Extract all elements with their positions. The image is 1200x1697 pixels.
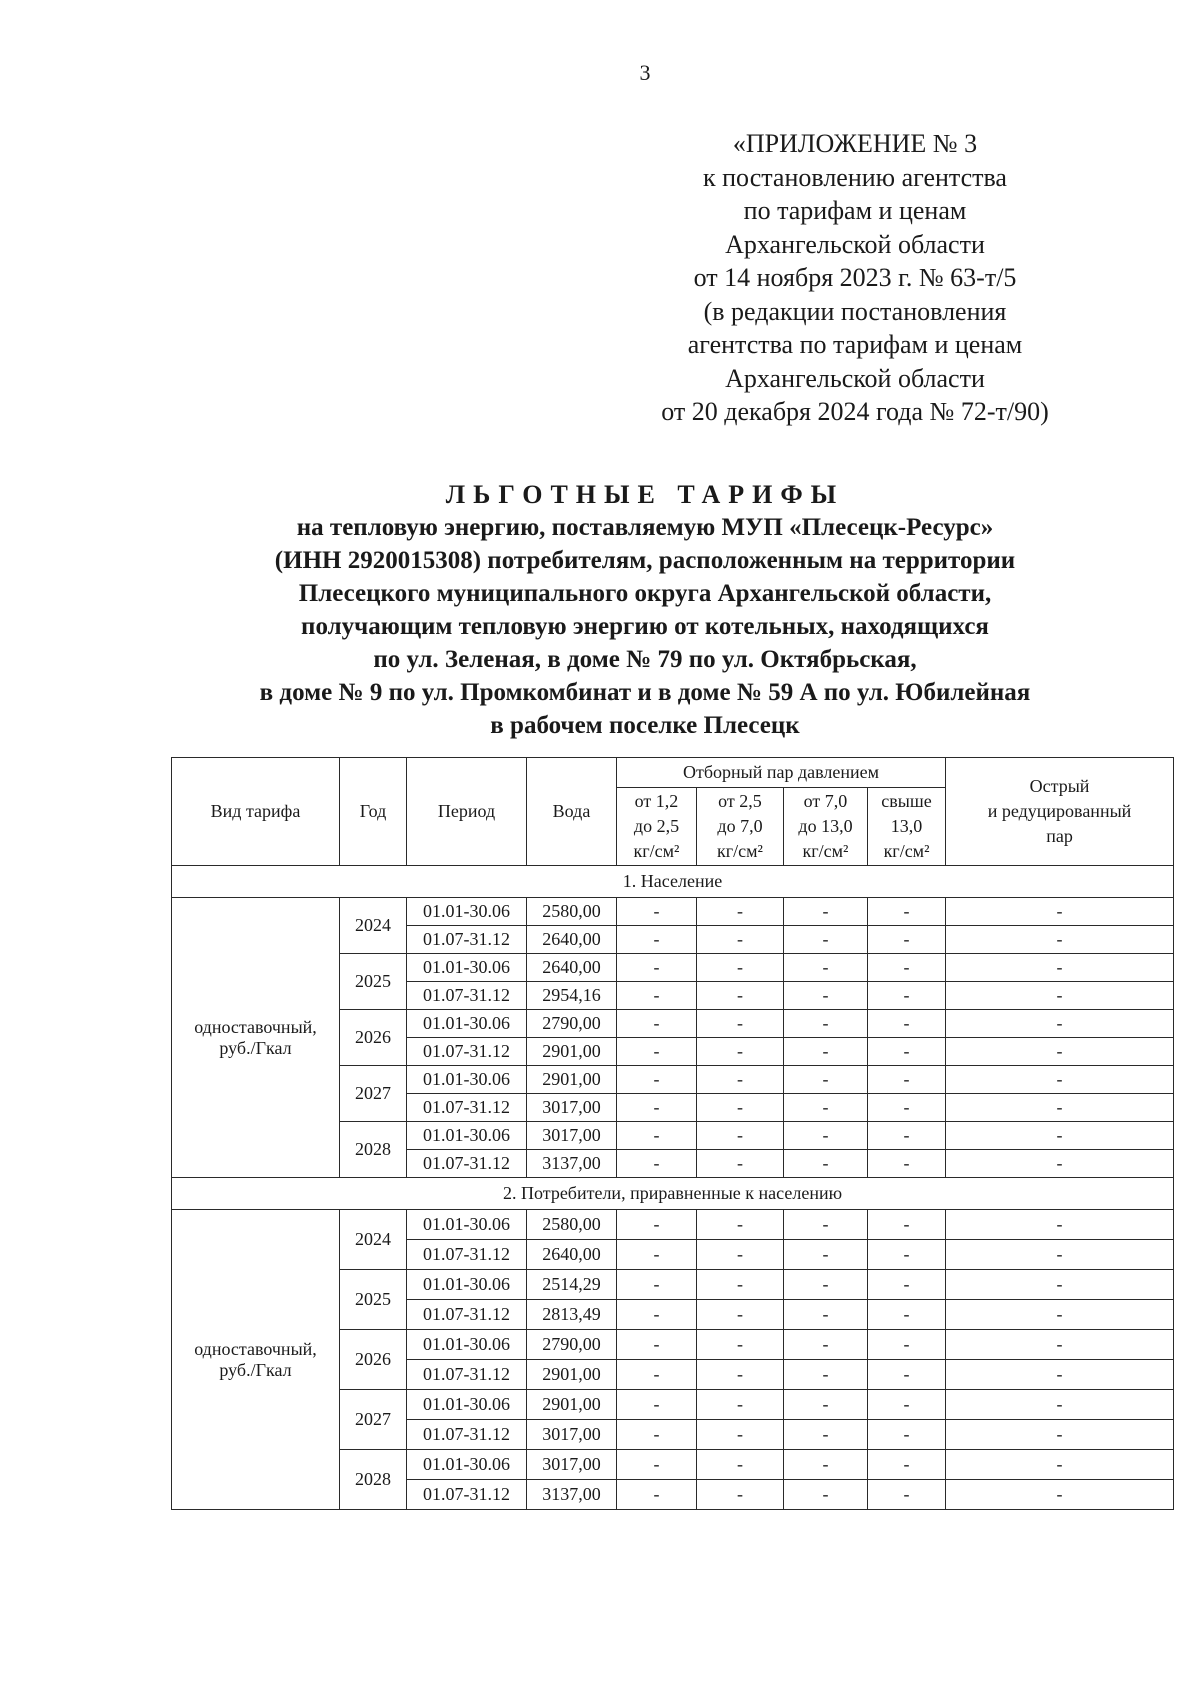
- steam-2-cell: -: [697, 1480, 784, 1510]
- steam-1-cell: -: [617, 1330, 697, 1360]
- water-cell: 2954,16: [527, 982, 617, 1010]
- header-year: Год: [340, 758, 407, 866]
- steam-3-cell: -: [784, 1480, 868, 1510]
- header-steam-1: [617, 788, 697, 866]
- appendix-line: (в редакции постановления: [703, 296, 1007, 326]
- page-number: 3: [639, 60, 651, 85]
- tariff-type-line: одноставочный,: [194, 1338, 317, 1359]
- steam-2-cell: -: [697, 1210, 784, 1240]
- steam-2-cell: -: [697, 1038, 784, 1066]
- steam-1-cell: -: [617, 1270, 697, 1300]
- water-cell: 2640,00: [527, 926, 617, 954]
- header-steam-line: кг/см²: [633, 841, 680, 861]
- steam-4-cell: -: [868, 1010, 946, 1038]
- steam-2-cell: -: [697, 1300, 784, 1330]
- tariff-type-line: одноставочный,: [194, 1016, 317, 1037]
- steam-1-cell: -: [617, 1010, 697, 1038]
- header-steam-line: от 7,0: [803, 791, 848, 811]
- steam-1-cell: -: [617, 1150, 697, 1178]
- steam-4-cell: -: [868, 1094, 946, 1122]
- title-line: в доме № 9 по ул. Промкомбинат и в доме № 59 А по ул. Юбилейная: [259, 679, 1031, 706]
- appendix-line: к постановлению агентства: [703, 162, 1007, 192]
- steam-2-cell: -: [697, 1066, 784, 1094]
- period-cell: 01.01-30.06: [407, 1270, 527, 1300]
- header-steam-2: [697, 788, 784, 866]
- water-cell: 2640,00: [527, 1240, 617, 1270]
- steam-2-cell: -: [697, 982, 784, 1010]
- sharp-steam-cell: -: [946, 1150, 1174, 1178]
- header-steam-3: [784, 788, 868, 866]
- water-cell: 2813,49: [527, 1300, 617, 1330]
- section-title: 1. Население: [172, 866, 1174, 898]
- header-steam-line: кг/см²: [802, 841, 849, 861]
- period-cell: 01.01-30.06: [407, 898, 527, 926]
- title-line: (ИНН 2920015308) потребителям, расположенным на территории: [274, 547, 1016, 574]
- table-row: [172, 1210, 1174, 1240]
- header-steam-4: [868, 788, 946, 866]
- header-tariff-type: Вид тарифа: [172, 758, 340, 866]
- steam-1-cell: -: [617, 1360, 697, 1390]
- steam-1-cell: -: [617, 1038, 697, 1066]
- period-cell: 01.01-30.06: [407, 1066, 527, 1094]
- sharp-steam-cell: -: [946, 1010, 1174, 1038]
- steam-3-cell: -: [784, 1010, 868, 1038]
- header-period: Период: [407, 758, 527, 866]
- document-title: [120, 478, 1170, 742]
- steam-3-cell: -: [784, 1330, 868, 1360]
- appendix-line: от 14 ноября 2023 г. № 63-т/5: [693, 263, 1017, 292]
- steam-2-cell: -: [697, 1240, 784, 1270]
- year-cell: 2028: [340, 1450, 407, 1510]
- steam-2-cell: -: [697, 926, 784, 954]
- header-steam-line: до 2,5: [633, 816, 680, 836]
- steam-2-cell: -: [697, 1010, 784, 1038]
- sharp-steam-cell: -: [946, 926, 1174, 954]
- water-cell: 2580,00: [527, 898, 617, 926]
- title-line: Плесецкого муниципального округа Архангельской области,: [298, 580, 992, 607]
- steam-1-cell: -: [617, 1094, 697, 1122]
- title-line: по ул. Зеленая, в доме № 79 по ул. Октябрьская,: [373, 646, 917, 673]
- steam-3-cell: -: [784, 1420, 868, 1450]
- steam-4-cell: -: [868, 1270, 946, 1300]
- period-cell: 01.07-31.12: [407, 1480, 527, 1510]
- title-line: на тепловую энергию, поставляемую МУП «Плесецк-Ресурс»: [296, 514, 994, 541]
- steam-3-cell: -: [784, 1360, 868, 1390]
- steam-3-cell: -: [784, 1390, 868, 1420]
- steam-1-cell: -: [617, 1420, 697, 1450]
- sharp-steam-cell: -: [946, 1420, 1174, 1450]
- steam-3-cell: -: [784, 926, 868, 954]
- steam-2-cell: -: [697, 1360, 784, 1390]
- year-cell: 2027: [340, 1390, 407, 1450]
- water-cell: 2790,00: [527, 1330, 617, 1360]
- steam-3-cell: -: [784, 1150, 868, 1178]
- tariff-type-line: руб./Гкал: [219, 1359, 292, 1380]
- steam-4-cell: -: [868, 1450, 946, 1480]
- water-cell: 2901,00: [527, 1360, 617, 1390]
- header-steam-line: 13,0: [890, 816, 923, 836]
- sharp-steam-cell: -: [946, 1122, 1174, 1150]
- period-cell: 01.01-30.06: [407, 954, 527, 982]
- header-sharp-steam: [946, 758, 1174, 866]
- steam-2-cell: -: [697, 1420, 784, 1450]
- header-steam-group: Отборный пар давлением: [617, 758, 946, 788]
- steam-4-cell: -: [868, 926, 946, 954]
- header-sharp-line: пар: [1046, 826, 1073, 846]
- steam-4-cell: -: [868, 1330, 946, 1360]
- appendix-line: от 20 декабря 2024 года № 72-т/90): [661, 397, 1049, 426]
- steam-3-cell: -: [784, 1240, 868, 1270]
- appendix-line: Архангельской области: [725, 229, 985, 259]
- period-cell: 01.01-30.06: [407, 1450, 527, 1480]
- steam-3-cell: -: [784, 982, 868, 1010]
- water-cell: 3137,00: [527, 1150, 617, 1178]
- tariff-type-cell: [172, 1210, 340, 1510]
- title-main: ЛЬГОТНЫЕ ТАРИФЫ: [445, 480, 845, 509]
- steam-4-cell: -: [868, 898, 946, 926]
- sharp-steam-cell: -: [946, 1094, 1174, 1122]
- steam-4-cell: -: [868, 1210, 946, 1240]
- steam-3-cell: -: [784, 1122, 868, 1150]
- steam-3-cell: -: [784, 898, 868, 926]
- period-cell: 01.01-30.06: [407, 1010, 527, 1038]
- steam-2-cell: -: [697, 1122, 784, 1150]
- steam-3-cell: -: [784, 1038, 868, 1066]
- period-cell: 01.07-31.12: [407, 1094, 527, 1122]
- water-cell: 2514,29: [527, 1270, 617, 1300]
- year-cell: 2026: [340, 1330, 407, 1390]
- water-cell: 3017,00: [527, 1420, 617, 1450]
- steam-1-cell: -: [617, 982, 697, 1010]
- year-cell: 2028: [340, 1122, 407, 1178]
- steam-1-cell: -: [617, 1480, 697, 1510]
- steam-4-cell: -: [868, 982, 946, 1010]
- steam-1-cell: -: [617, 1066, 697, 1094]
- steam-3-cell: -: [784, 1300, 868, 1330]
- steam-2-cell: -: [697, 1390, 784, 1420]
- water-cell: 2640,00: [527, 954, 617, 982]
- steam-1-cell: -: [617, 1390, 697, 1420]
- sharp-steam-cell: -: [946, 898, 1174, 926]
- sharp-steam-cell: -: [946, 1360, 1174, 1390]
- header-sharp-line: Острый: [1029, 776, 1090, 796]
- steam-1-cell: -: [617, 898, 697, 926]
- period-cell: 01.07-31.12: [407, 1150, 527, 1178]
- sharp-steam-cell: -: [946, 1066, 1174, 1094]
- header-steam-line: свыше: [881, 791, 932, 811]
- tariff-type-line: руб./Гкал: [219, 1037, 292, 1058]
- water-cell: 2580,00: [527, 1210, 617, 1240]
- steam-4-cell: -: [868, 1390, 946, 1420]
- year-cell: 2026: [340, 1010, 407, 1066]
- header-sharp-line: и редуцированный: [987, 801, 1132, 821]
- period-cell: 01.07-31.12: [407, 1038, 527, 1066]
- steam-3-cell: -: [784, 1094, 868, 1122]
- steam-4-cell: -: [868, 1240, 946, 1270]
- water-cell: 2901,00: [527, 1390, 617, 1420]
- period-cell: 01.07-31.12: [407, 926, 527, 954]
- year-cell: 2025: [340, 954, 407, 1010]
- period-cell: 01.01-30.06: [407, 1122, 527, 1150]
- water-cell: 3017,00: [527, 1450, 617, 1480]
- sharp-steam-cell: -: [946, 1270, 1174, 1300]
- table-row: [172, 898, 1174, 926]
- steam-1-cell: -: [617, 1240, 697, 1270]
- steam-1-cell: -: [617, 954, 697, 982]
- steam-4-cell: -: [868, 1038, 946, 1066]
- appendix-line: агентства по тарифам и ценам: [687, 330, 1023, 359]
- period-cell: 01.07-31.12: [407, 1240, 527, 1270]
- sharp-steam-cell: -: [946, 1390, 1174, 1420]
- header-water: Вода: [527, 758, 617, 866]
- steam-2-cell: -: [697, 898, 784, 926]
- steam-3-cell: -: [784, 954, 868, 982]
- header-steam-line: кг/см²: [717, 841, 763, 861]
- steam-4-cell: -: [868, 1150, 946, 1178]
- period-cell: 01.07-31.12: [407, 1420, 527, 1450]
- steam-4-cell: -: [868, 1420, 946, 1450]
- steam-2-cell: -: [697, 1330, 784, 1360]
- header-steam-line: от 1,2: [634, 791, 679, 811]
- title-line: в рабочем поселке Плесецк: [490, 712, 800, 739]
- sharp-steam-cell: -: [946, 1330, 1174, 1360]
- steam-3-cell: -: [784, 1450, 868, 1480]
- tariff-table: [171, 757, 1174, 1510]
- year-cell: 2024: [340, 1210, 407, 1270]
- steam-1-cell: -: [617, 1210, 697, 1240]
- year-cell: 2024: [340, 898, 407, 954]
- period-cell: 01.01-30.06: [407, 1210, 527, 1240]
- steam-3-cell: -: [784, 1270, 868, 1300]
- water-cell: 2790,00: [527, 1010, 617, 1038]
- period-cell: 01.07-31.12: [407, 1360, 527, 1390]
- tariff-type-cell: [172, 898, 340, 1178]
- steam-1-cell: -: [617, 1450, 697, 1480]
- header-steam-line: до 7,0: [717, 816, 763, 836]
- sharp-steam-cell: -: [946, 1038, 1174, 1066]
- steam-4-cell: -: [868, 1360, 946, 1390]
- section-title: 2. Потребители, приравненные к населению: [172, 1178, 1174, 1210]
- water-cell: 3017,00: [527, 1094, 617, 1122]
- header-steam-line: до 13,0: [798, 816, 853, 836]
- sharp-steam-cell: -: [946, 1450, 1174, 1480]
- period-cell: 01.07-31.12: [407, 982, 527, 1010]
- sharp-steam-cell: -: [946, 982, 1174, 1010]
- steam-4-cell: -: [868, 1480, 946, 1510]
- steam-2-cell: -: [697, 1270, 784, 1300]
- steam-1-cell: -: [617, 1300, 697, 1330]
- year-cell: 2025: [340, 1270, 407, 1330]
- tariff-table-body: [172, 866, 1174, 1510]
- appendix-line: «ПРИЛОЖЕНИЕ № 3: [732, 129, 978, 158]
- header-steam-line: от 2,5: [718, 791, 762, 811]
- water-cell: 2901,00: [527, 1066, 617, 1094]
- steam-3-cell: -: [784, 1210, 868, 1240]
- steam-2-cell: -: [697, 954, 784, 982]
- appendix-line: Архангельской области: [725, 363, 985, 393]
- sharp-steam-cell: -: [946, 954, 1174, 982]
- steam-2-cell: -: [697, 1450, 784, 1480]
- steam-4-cell: -: [868, 1066, 946, 1094]
- appendix-reference: [620, 127, 1090, 429]
- steam-4-cell: -: [868, 954, 946, 982]
- sharp-steam-cell: -: [946, 1480, 1174, 1510]
- steam-4-cell: -: [868, 1122, 946, 1150]
- steam-2-cell: -: [697, 1094, 784, 1122]
- steam-2-cell: -: [697, 1150, 784, 1178]
- period-cell: 01.07-31.12: [407, 1300, 527, 1330]
- title-line: получающим тепловую энергию от котельных, находящихся: [301, 613, 989, 640]
- sharp-steam-cell: -: [946, 1210, 1174, 1240]
- sharp-steam-cell: -: [946, 1300, 1174, 1330]
- header-steam-line: кг/см²: [883, 841, 930, 861]
- water-cell: 3017,00: [527, 1122, 617, 1150]
- period-cell: 01.01-30.06: [407, 1390, 527, 1420]
- sharp-steam-cell: -: [946, 1240, 1174, 1270]
- appendix-line: по тарифам и ценам: [743, 196, 967, 225]
- water-cell: 2901,00: [527, 1038, 617, 1066]
- year-cell: 2027: [340, 1066, 407, 1122]
- steam-4-cell: -: [868, 1300, 946, 1330]
- steam-1-cell: -: [617, 926, 697, 954]
- water-cell: 3137,00: [527, 1480, 617, 1510]
- steam-1-cell: -: [617, 1122, 697, 1150]
- steam-3-cell: -: [784, 1066, 868, 1094]
- period-cell: 01.01-30.06: [407, 1330, 527, 1360]
